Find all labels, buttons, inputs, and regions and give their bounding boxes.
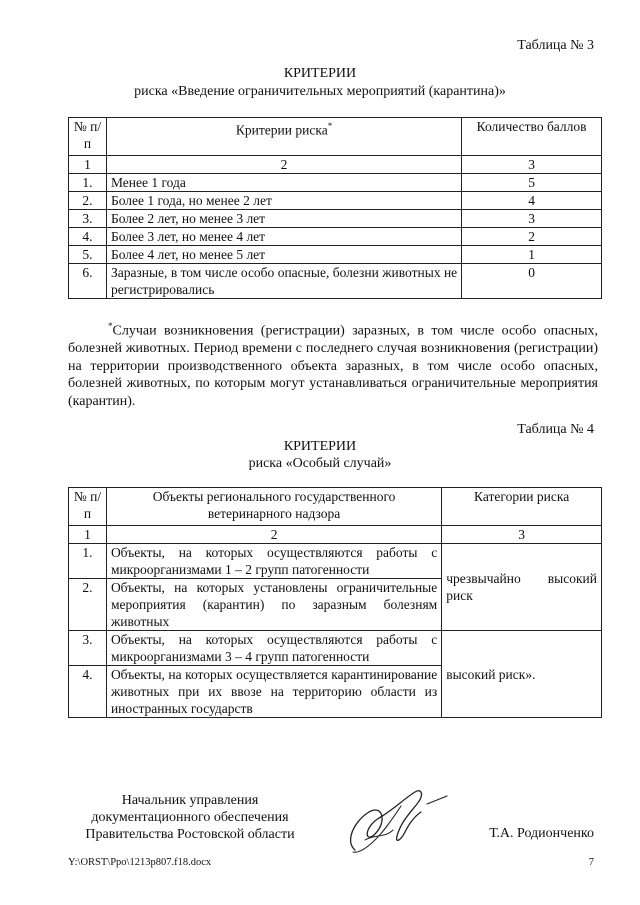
row-num: 2. — [69, 579, 107, 631]
table4-label: Таблица № 4 — [517, 422, 594, 437]
table-cell: 2 — [106, 156, 461, 174]
row-num: 3. — [69, 210, 107, 228]
table-cell: 1 — [69, 526, 107, 544]
table3-header-row — [69, 118, 602, 156]
row-num: 1. — [69, 174, 107, 192]
table3-title: КРИТЕРИИ — [283, 66, 357, 81]
row-criteria: Заразные, в том числе особо опасные, болезни животных не регистрировались — [106, 264, 461, 299]
table-row — [69, 192, 602, 210]
row-num: 3. — [69, 631, 107, 666]
footnote-text: Случаи возникновения (регистрации) заразных, в том числе особо опасных, болезней животных. Период времени с последнего случая возникновения (регистрации) на территории производственного объекта заразных, в том числе особо опасных, болезней животных, по которым могут устанавливаться ограничительные мероприятия (карантин). — [68, 323, 598, 409]
table4-title: КРИТЕРИИ — [283, 439, 357, 454]
table4 — [68, 487, 602, 718]
row-object: Объекты, на которых осуществляются работы с микроорганизмами 1 – 2 групп патогенности — [106, 544, 441, 579]
row-num: 5. — [69, 246, 107, 264]
row-num: 2. — [69, 192, 107, 210]
table-cell: 3 — [442, 526, 602, 544]
row-object: Объекты, на которых осуществляются работы с микроорганизмами 3 – 4 групп патогенности — [106, 631, 441, 666]
table3-subtitle: риска «Введение ограничительных мероприятий (карантина)» — [134, 84, 506, 99]
row-category: высокий риск». — [442, 631, 602, 718]
table4-header-num: № п/п — [69, 488, 107, 526]
table-row — [69, 228, 602, 246]
table3-label: Таблица № 3 — [517, 38, 594, 53]
row-num: 6. — [69, 264, 107, 299]
row-criteria: Менее 1 года — [106, 174, 461, 192]
row-points: 2 — [462, 228, 602, 246]
page-number: 7 — [588, 857, 594, 868]
row-num: 4. — [69, 666, 107, 718]
position-line: Начальник управления — [121, 793, 259, 808]
table-row — [69, 544, 602, 579]
position-line: документационного обеспечения — [91, 810, 289, 825]
row-num: 1. — [69, 544, 107, 579]
table-row — [69, 246, 602, 264]
file-path: Y:\ORST\Ppo\1213p807.f18.docx — [68, 857, 212, 868]
table-cell: 1 — [69, 156, 107, 174]
table4-header-objects: Объекты регионального государственного ветеринарного надзора — [106, 488, 441, 526]
footnote-mark: * — [108, 321, 113, 331]
signatory-position — [60, 792, 320, 843]
row-points: 3 — [462, 210, 602, 228]
row-criteria: Более 3 лет, но менее 4 лет — [106, 228, 461, 246]
signatory-name: Т.А. Родионченко — [489, 826, 594, 841]
table-cell: 2 — [106, 526, 441, 544]
table-cell: 3 — [462, 156, 602, 174]
row-object: Объекты, на которых установлены ограничительные мероприятия (карантин) по заразным болезням животных — [106, 579, 441, 631]
row-category: чрезвычайно высокий риск — [442, 544, 602, 631]
row-criteria: Более 4 лет, но менее 5 лет — [106, 246, 461, 264]
table-row — [69, 631, 602, 666]
row-num: 4. — [69, 228, 107, 246]
footnote — [68, 318, 598, 410]
row-object: Объекты, на которых осуществляется карантинирование животных при их ввозе на территорию области из иностранных государств — [106, 666, 441, 718]
row-points: 5 — [462, 174, 602, 192]
row-criteria: Более 1 года, но менее 2 лет — [106, 192, 461, 210]
table3-header-criteria: Критерии риска* — [106, 118, 461, 156]
table3-header-points: Количество баллов — [462, 118, 602, 156]
row-points: 4 — [462, 192, 602, 210]
table-row — [69, 174, 602, 192]
table3-index-row — [69, 156, 602, 174]
row-points: 1 — [462, 246, 602, 264]
row-criteria: Более 2 лет, но менее 3 лет — [106, 210, 461, 228]
table-row — [69, 210, 602, 228]
table3 — [68, 117, 602, 299]
table3-header-num: № п/п — [69, 118, 107, 156]
table-row — [69, 264, 602, 299]
table4-subtitle: риска «Особый случай» — [248, 456, 392, 471]
position-line: Правительства Ростовской области — [85, 827, 295, 842]
row-points: 0 — [462, 264, 602, 299]
table4-header-row — [69, 488, 602, 526]
handwritten-signature — [335, 782, 465, 862]
table4-index-row — [69, 526, 602, 544]
table4-header-category: Категории риска — [442, 488, 602, 526]
